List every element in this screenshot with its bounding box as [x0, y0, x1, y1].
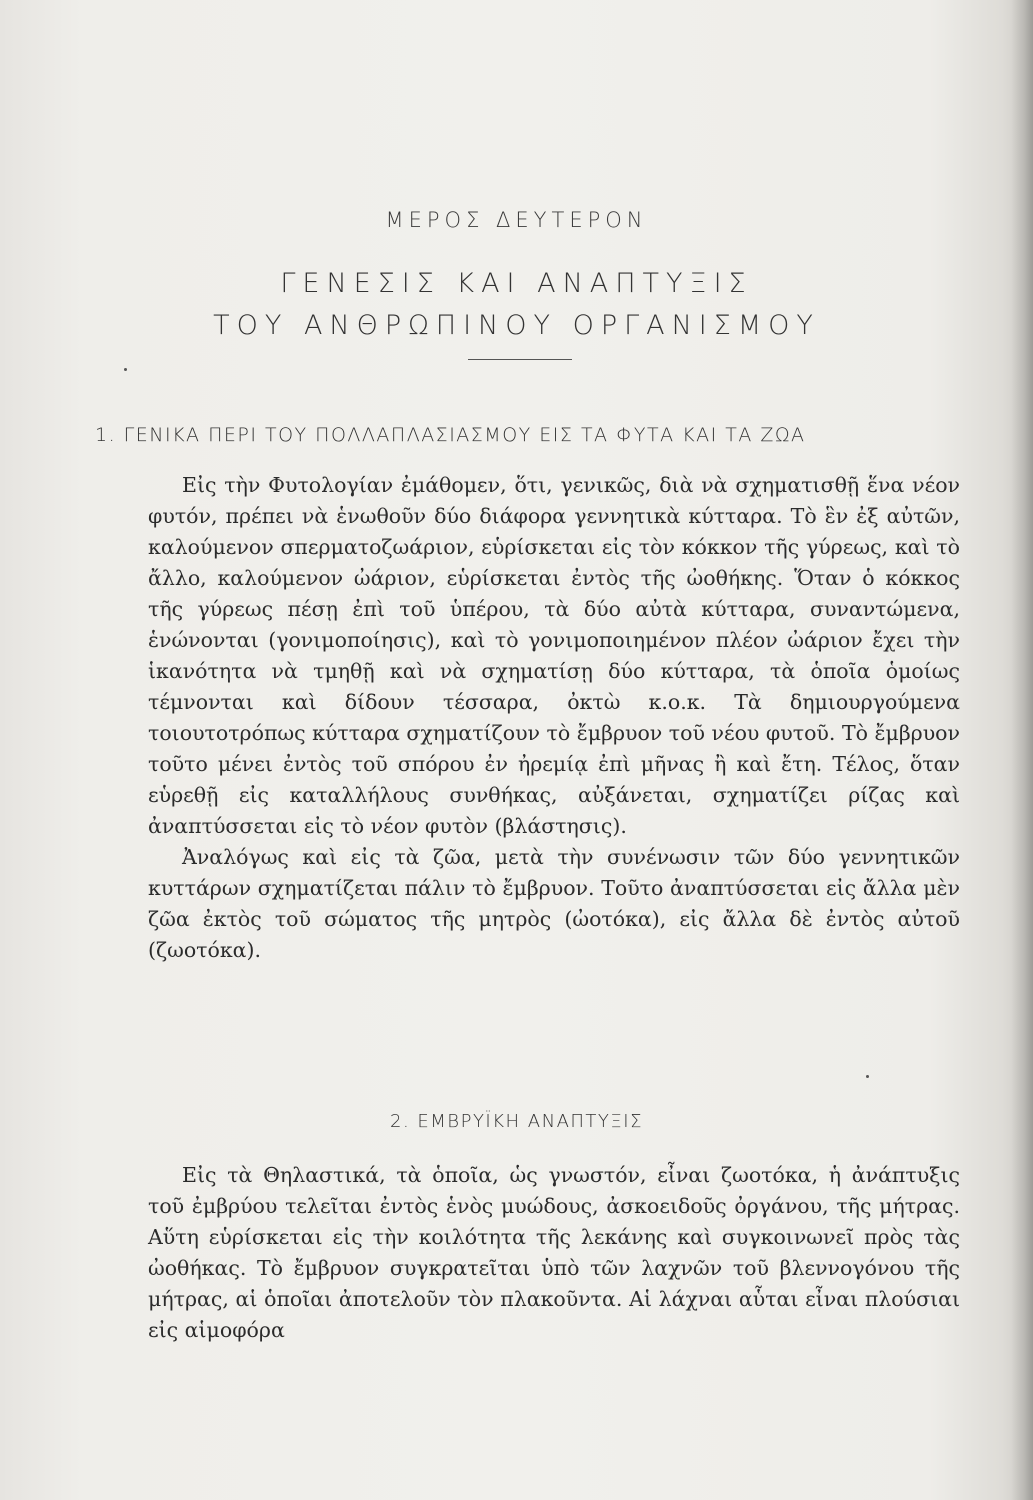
section-1-heading: 1. ΓΕΝΙΚΑ ΠΕΡΙ ΤΟΥ ΠΟΛΛΑΠΛΑΣΙΑΣΜΟΥ ΕΙΣ ΤΑ ΦΥΤΑ ΚΑΙ ΤΑ ΖΩΑ — [95, 424, 806, 446]
title-divider — [468, 359, 572, 360]
part-title: ΜΕΡΟΣ ΔΕΥΤΕΡΟΝ — [385, 208, 648, 232]
paragraph: Εἰς τὰ Θηλαστικά, τὰ ὁποῖα, ὡς γνωστόν, εἶναι ζωοτόκα, ἡ ἀνάπτυξις τοῦ ἐμβρύου τελεῖται ἐντὸς ἑνὸς μυώδους, ἀσκοειδοῦς ὀργάνου, τῆς μήτρας. Αὕτη εὑρίσκεται εἰς τὴν κοιλότητα τῆς λεκάνης καὶ συγκοινωνεῖ πρὸς τὰς ὠοθήκας. Τὸ ἔμβρυον συγκρατεῖται ὑπὸ τῶν λαχνῶν τοῦ βλεννογόνου τῆς μήτρας, αἱ ὁποῖαι ἀποτελοῦν τὸν πλακοῦντα. Αἱ λάχναι αὗται εἶναι πλούσιαι εἰς αἱμοφόρα — [148, 1163, 960, 1342]
print-speck — [124, 368, 127, 371]
print-speck — [866, 1075, 869, 1078]
paragraph: Εἰς τὴν Φυτολογίαν ἐμάθομεν, ὅτι, γενικῶς, διὰ νὰ σχηματισθῇ ἕνα νέον φυτόν, πρέπει νὰ ἑνωθοῦν δύο διάφορα γεννητικὰ κύτταρα. Τὸ ἓν ἐξ αὐτῶν, καλούμενον σπερματοζωάριον, εὑρίσκεται εἰς τὸν κόκκον τῆς γύρεως, καὶ τὸ ἄλλο, καλούμενον ὠάριον, εὑρίσκεται ἐντὸς τῆς ὠοθήκης. Ὅταν ὁ κόκκος τῆς γύρεως πέσῃ ἐπὶ τοῦ ὑπέρου, τὰ δύο αὐτὰ κύτταρα, συναντώμενα, ἑνώνονται (γονιμοποίησις), καὶ τὸ γονιμοποιημένον πλέον ὠάριον ἔχει τὴν ἱκανότητα νὰ τμηθῇ καὶ νὰ σχηματίσῃ δύο κύτταρα, τὰ ὁποῖα ὁμοίως τέμνονται καὶ δίδουν τέσσαρα, ὀκτὼ κ.ο.κ. Τὰ δημιουργούμενα τοιουτοτρόπως κύτταρα σχηματίζουν τὸ ἔμβρυον τοῦ νέου φυτοῦ. Τὸ ἔμβρυον τοῦτο μένει ἐντὸς τοῦ σπόρου ἐν ἠρεμίᾳ ἐπὶ μῆνας ἢ καὶ ἔτη. Τέλος, ὅταν εὑρεθῇ εἰς καταλλήλους συνθήκας, αὐξάνεται, σχηματίζει ρίζας καὶ ἀναπτύσσεται εἰς τὸ νέον φυτὸν (βλάστησις). — [148, 473, 960, 838]
section-1-body — [148, 470, 960, 966]
paragraph: Ἀναλόγως καὶ εἰς τὰ ζῶα, μετὰ τὴν συνένωσιν τῶν δύο γεννητικῶν κυττάρων σχηματίζεται πάλιν τὸ ἔμβρυον. Τοῦτο ἀναπτύσσεται εἰς ἄλλα μὲν ζῶα ἐκτὸς τοῦ σώματος τῆς μητρὸς (ὠοτόκα), εἰς ἄλλα δὲ ἐντὸς αὐτοῦ (ζωοτόκα). — [148, 845, 960, 962]
chapter-title-line-2: ΤΟΥ ΑΝΘΡΩΠΙΝΟΥ ΟΡΓΑΝΙΣΜΟΥ — [213, 310, 820, 341]
chapter-title-line-1: ΓΕΝΕΣΙΣ ΚΑΙ ΑΝΑΠΤΥΞΙΣ — [280, 268, 753, 299]
section-2-heading: 2. ΕΜΒΡΥΪΚΗ ΑΝΑΠΤΥΞΙΣ — [390, 1111, 643, 1132]
section-2-body — [148, 1160, 960, 1346]
